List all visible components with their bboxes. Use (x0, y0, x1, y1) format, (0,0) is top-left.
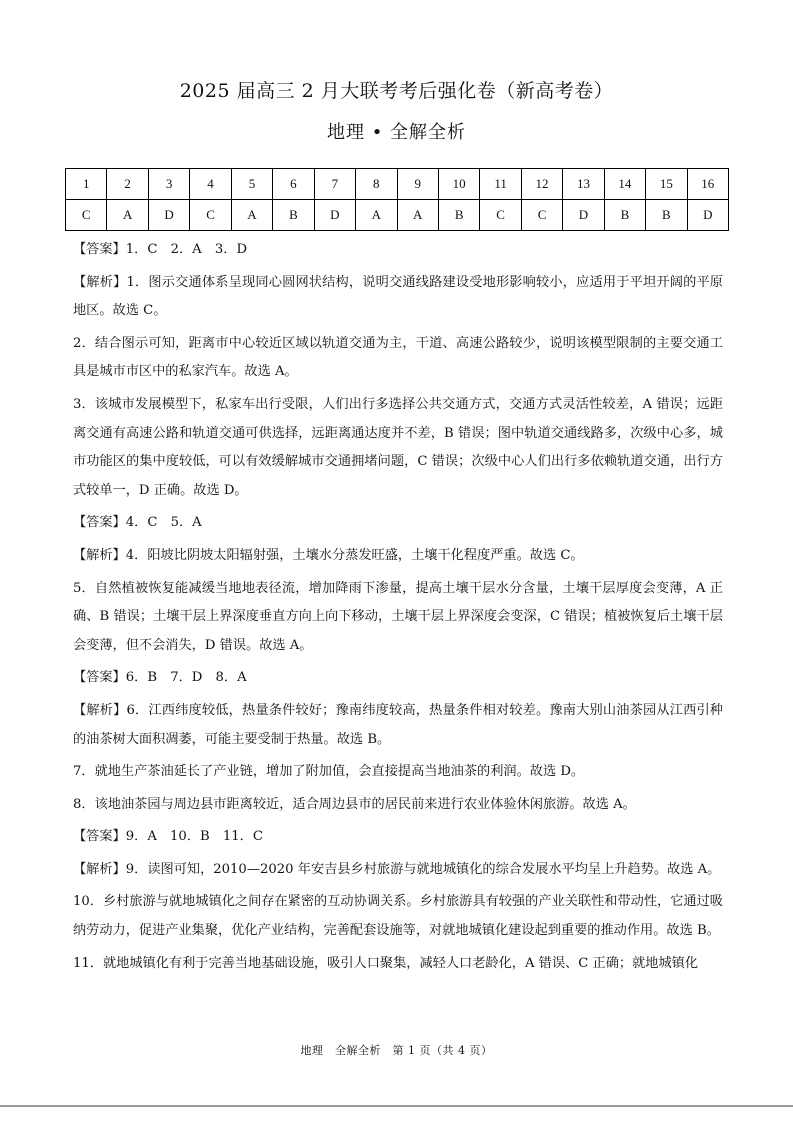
answer-cell: B (604, 200, 645, 231)
answer-cell: C (190, 200, 231, 231)
answer-cell: B (273, 200, 314, 231)
question-number-cell: 13 (563, 169, 604, 200)
answer-line: 【答案】6．B 7．D 8．A (73, 670, 247, 686)
answer-line: 【答案】1．C 2．A 3．D (73, 242, 248, 257)
question-number-cell: 2 (107, 169, 148, 200)
explanation-paragraph: 【解析】9．读图可知，2010—2020 年安吉县乡村旅游与就地城镇化的综合发展水平均呈上升趋势。故选 A。 (73, 861, 721, 877)
page-footer: 地理 全解全析 第 1 页（共 4 页） (300, 1044, 493, 1057)
explanation-paragraph: 7．就地生产茶油延长了产业链，增加了附加值，会直接提高当地油茶的利润。故选 D。 (73, 764, 585, 780)
answer-cell: D (687, 200, 728, 231)
answer-line: 【答案】9．A 10．B 11．C (73, 829, 263, 845)
question-number-cell: 3 (148, 169, 189, 200)
page-subtitle: 地理 • 全解全析 (326, 122, 467, 143)
answer-cell: B (438, 200, 479, 231)
question-number-cell: 10 (438, 169, 479, 200)
question-number-cell: 16 (687, 169, 728, 200)
answer-cell: D (314, 200, 355, 231)
bottom-divider (0, 1105, 793, 1107)
question-number-cell: 11 (480, 169, 521, 200)
question-number-cell: 9 (397, 169, 438, 200)
explanation-paragraph: 2．结合图示可知，距离市中心较近区域以轨道交通为主，干道、高速公路较少，说明该模型限制的主要交通工具是城市市区中的私家汽车。故选 A。 (73, 335, 723, 380)
explanation-paragraph: 【解析】4．阳坡比阴坡太阳辐射强，土壤水分蒸发旺盛，土壤干化程度严重。故选 C。 (73, 547, 584, 563)
explanation-paragraph: 【解析】1．图示交通体系呈现同心圆网状结构，说明交通线路建设受地形影响较小，应适用于平坦开阔的平原地区。故选 C。 (73, 274, 723, 319)
answer-cell: B (646, 200, 687, 231)
answer-cell: A (107, 200, 148, 231)
answer-cell: A (397, 200, 438, 231)
answer-cell: A (356, 200, 397, 231)
explanation-paragraph: 3．该城市发展模型下，私家车出行受限，人们出行多选择公共交通方式，交通方式灵活性较差，A 错误；远距离交通有高速公路和轨道交通可供选择，远距离通达度并不差，B 错误；图中轨道交通线路多，次级中心多，城市功能区的集中度较低，可以有效缓解城市交通拥堵问题，C 错误；次级中心人们出行多依赖轨道交通，出行方式较单一，D 正确。故选 D。 (73, 396, 723, 498)
answer-cell: D (563, 200, 604, 231)
explanation-paragraph: 10．乡村旅游与就地城镇化之间存在紧密的互动协调关系。乡村旅游具有较强的产业关联性和带动性，它通过吸纳劳动力，促进产业集聚，优化产业结构，完善配套设施等，对就地城镇化建设起到重要的推动作用。故选 B。 (73, 894, 723, 939)
answer-cell: A (231, 200, 272, 231)
explanation-paragraph: 5．自然植被恢复能减缓当地地表径流，增加降雨下渗量，提高土壤干层水分含量，土壤干层厚度会变薄，A 正确、B 错误；土壤干层上界深度垂直方向上向下移动，土壤干层上界深度会变深，C 错误；植被恢复后土壤干层会变薄，但不会消失，D 错误。故选 A。 (73, 580, 723, 653)
answer-table-number-row (66, 169, 729, 200)
question-number-cell: 6 (273, 169, 314, 200)
question-number-cell: 7 (314, 169, 355, 200)
explanation-paragraph: 8．该地油茶园与周边县市距离较近，适合周边县市的居民前来进行农业体验休闲旅游。故选 A。 (73, 796, 636, 812)
explanation-paragraph: 11．就地城镇化有利于完善当地基础设施，吸引人口聚集，减轻人口老龄化，A 错误、C 正确；就地城镇化 (73, 955, 699, 971)
answer-cell: C (66, 200, 107, 231)
page-title: 2025 届高三 2 月大联考考后强化卷（新高考卷） (179, 80, 614, 102)
answer-table-answer-row (66, 200, 729, 231)
question-number-cell: 14 (604, 169, 645, 200)
answer-cell: C (480, 200, 521, 231)
question-number-cell: 8 (356, 169, 397, 200)
question-number-cell: 12 (521, 169, 562, 200)
question-number-cell: 5 (231, 169, 272, 200)
question-number-cell: 4 (190, 169, 231, 200)
answer-cell: C (521, 200, 562, 231)
question-number-cell: 15 (646, 169, 687, 200)
question-number-cell: 1 (66, 169, 107, 200)
answer-table (65, 168, 729, 231)
answer-cell: D (148, 200, 189, 231)
answer-explanations (73, 236, 723, 978)
answer-line: 【答案】4．C 5．A (73, 515, 202, 531)
explanation-paragraph: 【解析】6．江西纬度较低，热量条件较好；豫南纬度较高，热量条件相对较差。豫南大别山油茶园从江西引种的油茶树大面积凋萎，可能主要受制于热量。故选 B。 (73, 702, 723, 747)
